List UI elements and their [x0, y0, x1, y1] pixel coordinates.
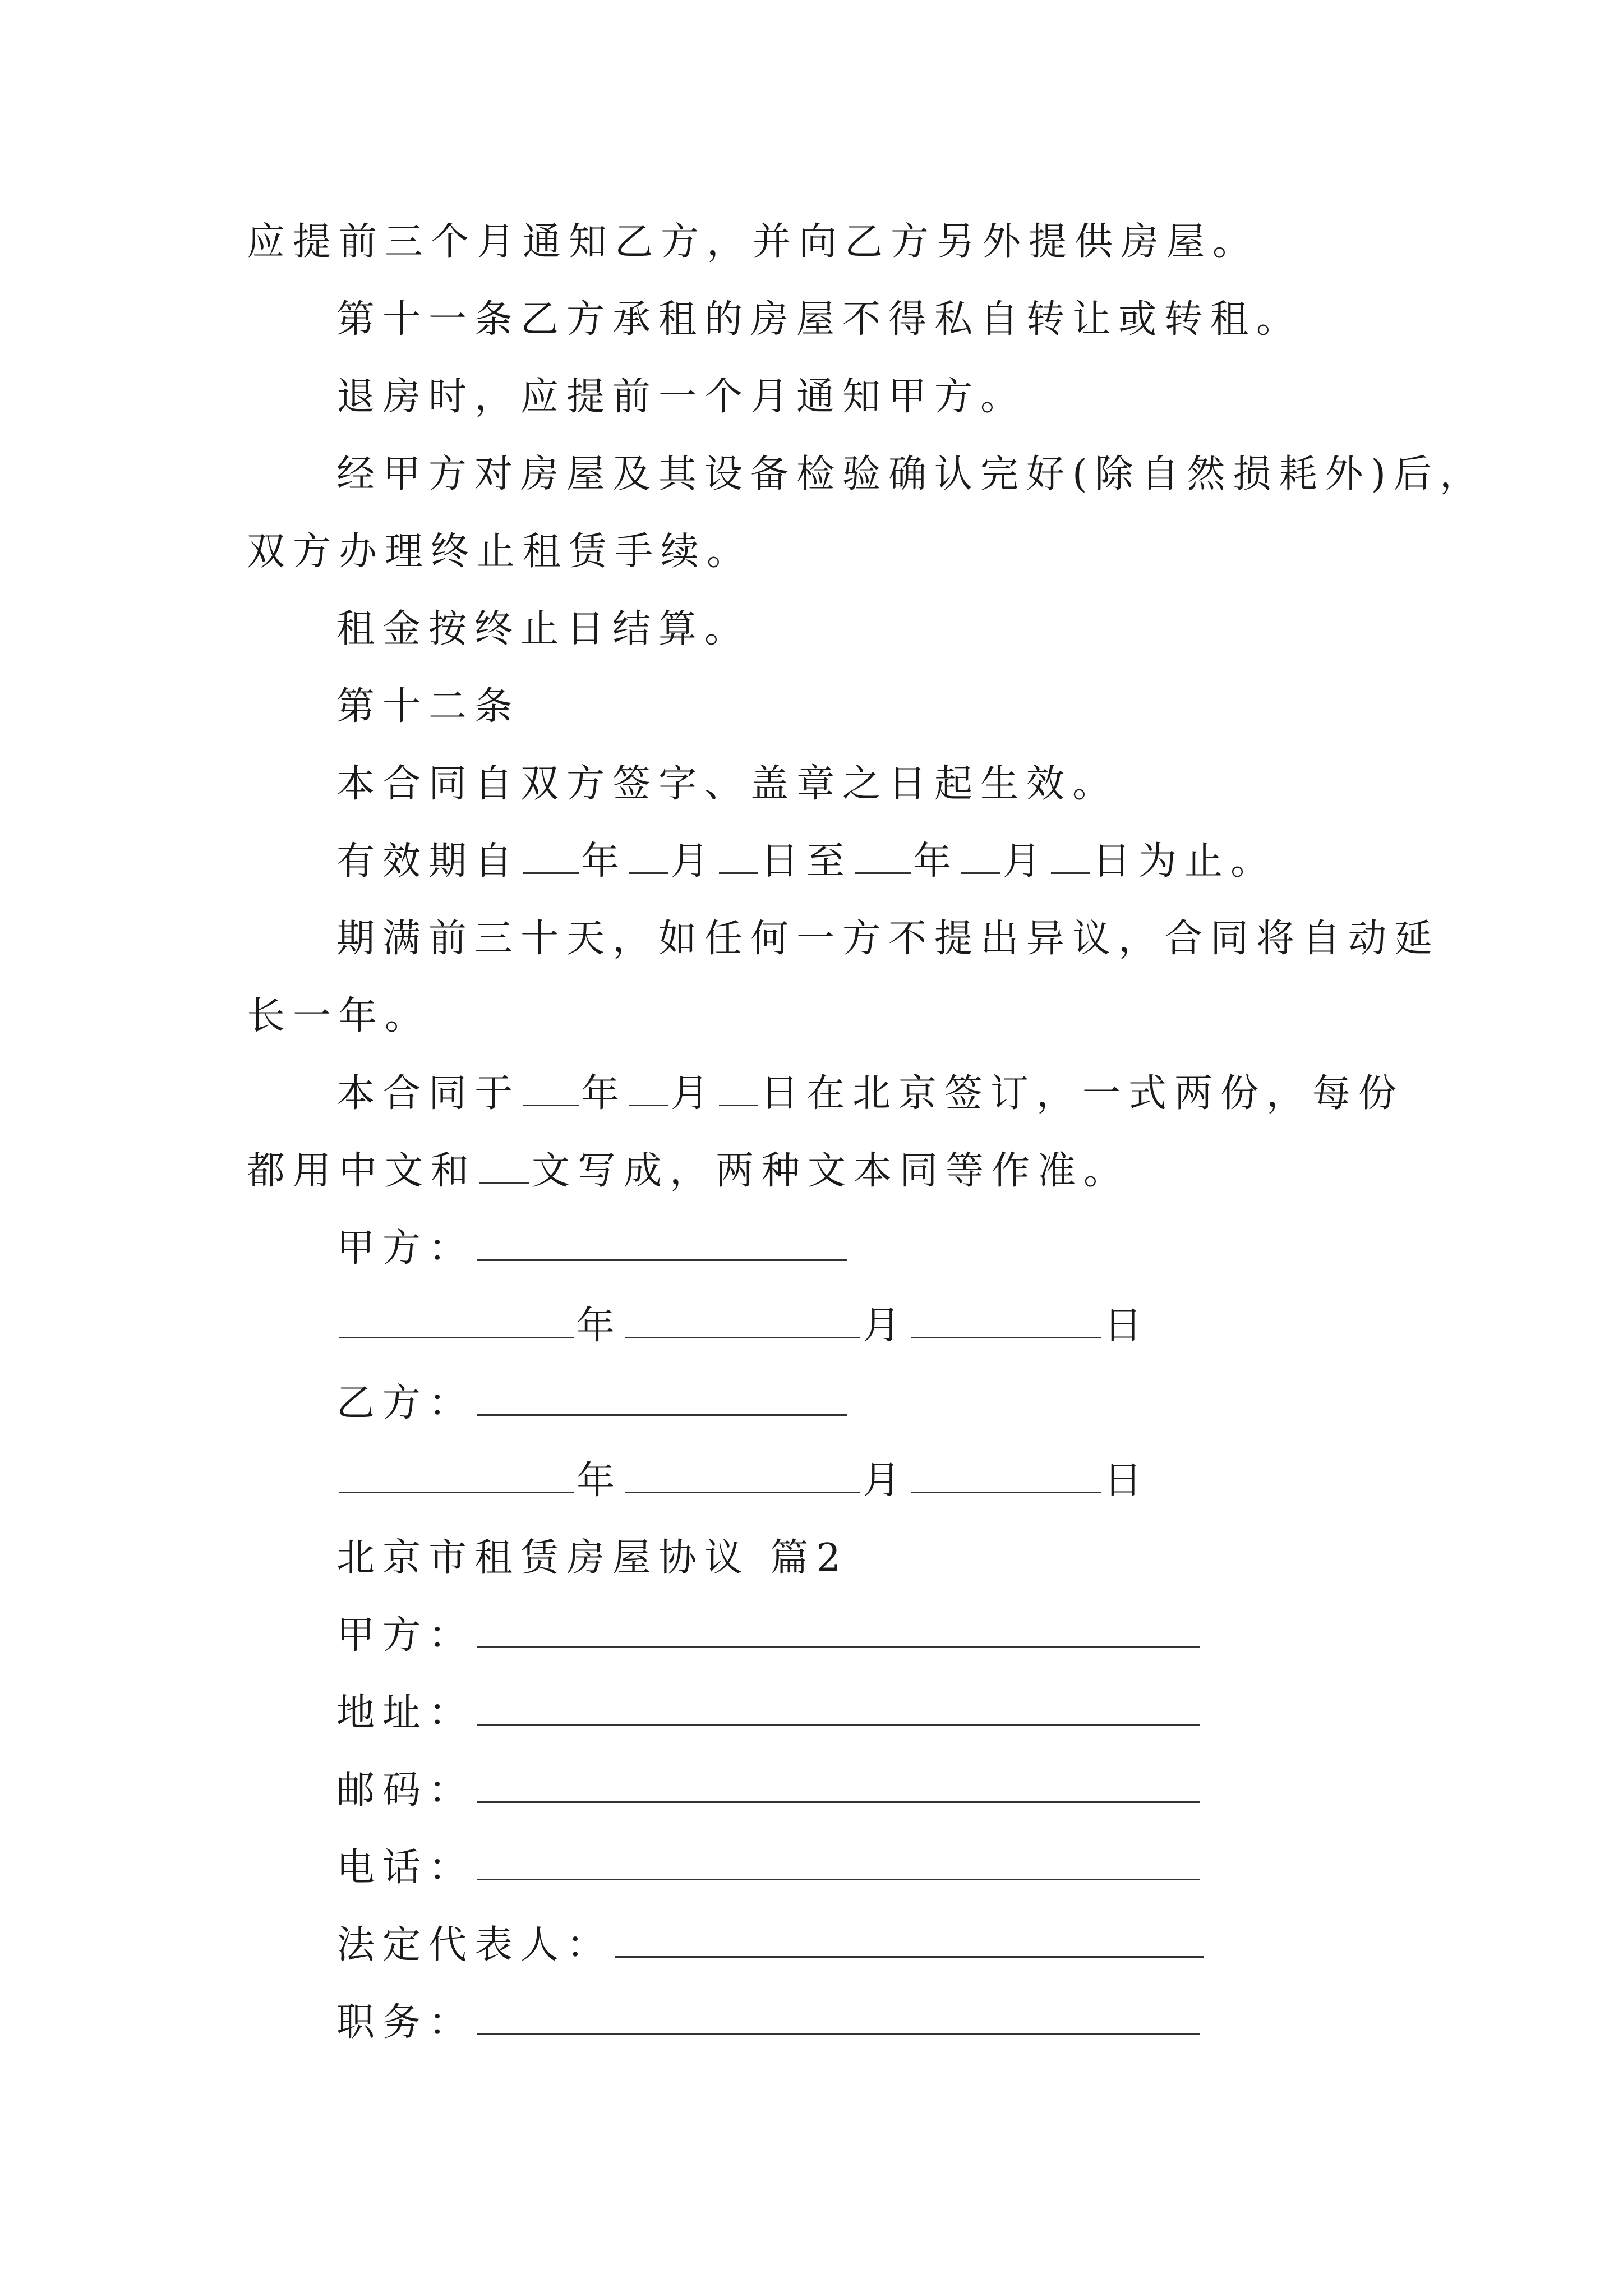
text-fragment: 月 [671, 1071, 717, 1116]
party-b-signature [336, 1373, 849, 1434]
party-a-date [336, 1295, 1150, 1357]
blank-field [1051, 839, 1090, 874]
party-a-label: 甲方： [336, 1226, 475, 1271]
field-party-a [336, 1605, 1202, 1667]
blank-field [911, 1303, 1101, 1338]
blank-field [629, 839, 668, 874]
text-line: 应提前三个月通知乙方，并向乙方另外提供房屋。 [247, 220, 1259, 264]
year-label: 年 [577, 1458, 623, 1503]
field-label: 职务： [336, 2000, 475, 2045]
month-label: 月 [863, 1458, 909, 1503]
text-line: 退房时，应提前一个月通知甲方。 [336, 375, 1027, 419]
text-line: 租金按终止日结算。 [336, 607, 751, 651]
blank-field [477, 1768, 1200, 1803]
blank-field [477, 1226, 847, 1261]
field-label: 电话： [336, 1846, 475, 1890]
blank-field [477, 1381, 847, 1416]
blank-field [477, 2000, 1200, 2035]
signing-line [336, 1063, 1404, 1125]
blank-field [719, 839, 758, 874]
blank-field [477, 1613, 1200, 1648]
section-2-title: 北京市租赁房屋协议 篇2 [336, 1536, 849, 1580]
blank-field [339, 1458, 574, 1493]
blank-field [479, 1148, 529, 1184]
party-a-signature [336, 1218, 849, 1280]
party-b-label: 乙方： [336, 1381, 475, 1425]
language-line [247, 1140, 1129, 1202]
text-line: 本合同自双方签字、盖章之日起生效。 [336, 762, 1119, 806]
blank-field [911, 1458, 1101, 1493]
month-label: 月 [863, 1304, 909, 1348]
text-fragment: 月 [1003, 839, 1049, 884]
field-label: 法定代表人： [336, 1923, 613, 1967]
day-label: 日 [1104, 1458, 1150, 1503]
text-fragment: 年 [581, 839, 628, 884]
text-fragment: 年 [581, 1071, 628, 1116]
field-legal-rep [336, 1915, 1206, 1976]
blank-field [523, 1071, 579, 1106]
blank-field [523, 839, 579, 874]
day-label: 日 [1104, 1304, 1150, 1348]
blank-field [855, 839, 911, 874]
text-line: 期满前三十天，如任何一方不提出异议，合同将自动延 [336, 917, 1441, 961]
field-label: 邮码： [336, 1768, 475, 1812]
article-12: 第十二条 [336, 684, 521, 729]
text-fragment: 文写成，两种文本同等作准。 [532, 1149, 1130, 1193]
text-line: 双方办理终止租赁手续。 [247, 530, 753, 574]
text-line: 长一年。 [247, 994, 431, 1038]
blank-field [625, 1458, 860, 1493]
blank-field [615, 1922, 1204, 1958]
blank-field [625, 1303, 860, 1338]
blank-field [629, 1071, 668, 1106]
field-label: 甲方： [336, 1613, 475, 1658]
field-phone [336, 1837, 1202, 1899]
field-label: 地址： [336, 1691, 475, 1735]
field-postcode [336, 1760, 1202, 1821]
blank-field [477, 1845, 1200, 1880]
text-fragment: 有效期自 [336, 839, 521, 884]
field-address [336, 1682, 1202, 1744]
blank-field [339, 1303, 574, 1338]
validity-line [336, 831, 1276, 892]
text-fragment: 日至 [760, 839, 853, 884]
blank-field [477, 1690, 1200, 1726]
field-position [336, 1992, 1202, 2054]
text-fragment: 本合同于 [336, 1071, 521, 1116]
party-b-date [336, 1450, 1150, 1512]
year-label: 年 [577, 1304, 623, 1348]
text-fragment: 月 [671, 839, 717, 884]
text-fragment: 都用中文和 [247, 1149, 477, 1193]
blank-field [961, 839, 1000, 874]
text-line: 经甲方对房屋及其设备检验确认完好(除自然损耗外)后， [336, 452, 1486, 496]
text-fragment: 年 [913, 839, 960, 884]
text-fragment: 日为止。 [1092, 839, 1277, 884]
text-fragment: 日在北京签订，一式两份，每份 [760, 1071, 1405, 1116]
blank-field [719, 1071, 758, 1106]
article-11: 第十一条乙方承租的房屋不得私自转让或转租。 [336, 297, 1303, 342]
